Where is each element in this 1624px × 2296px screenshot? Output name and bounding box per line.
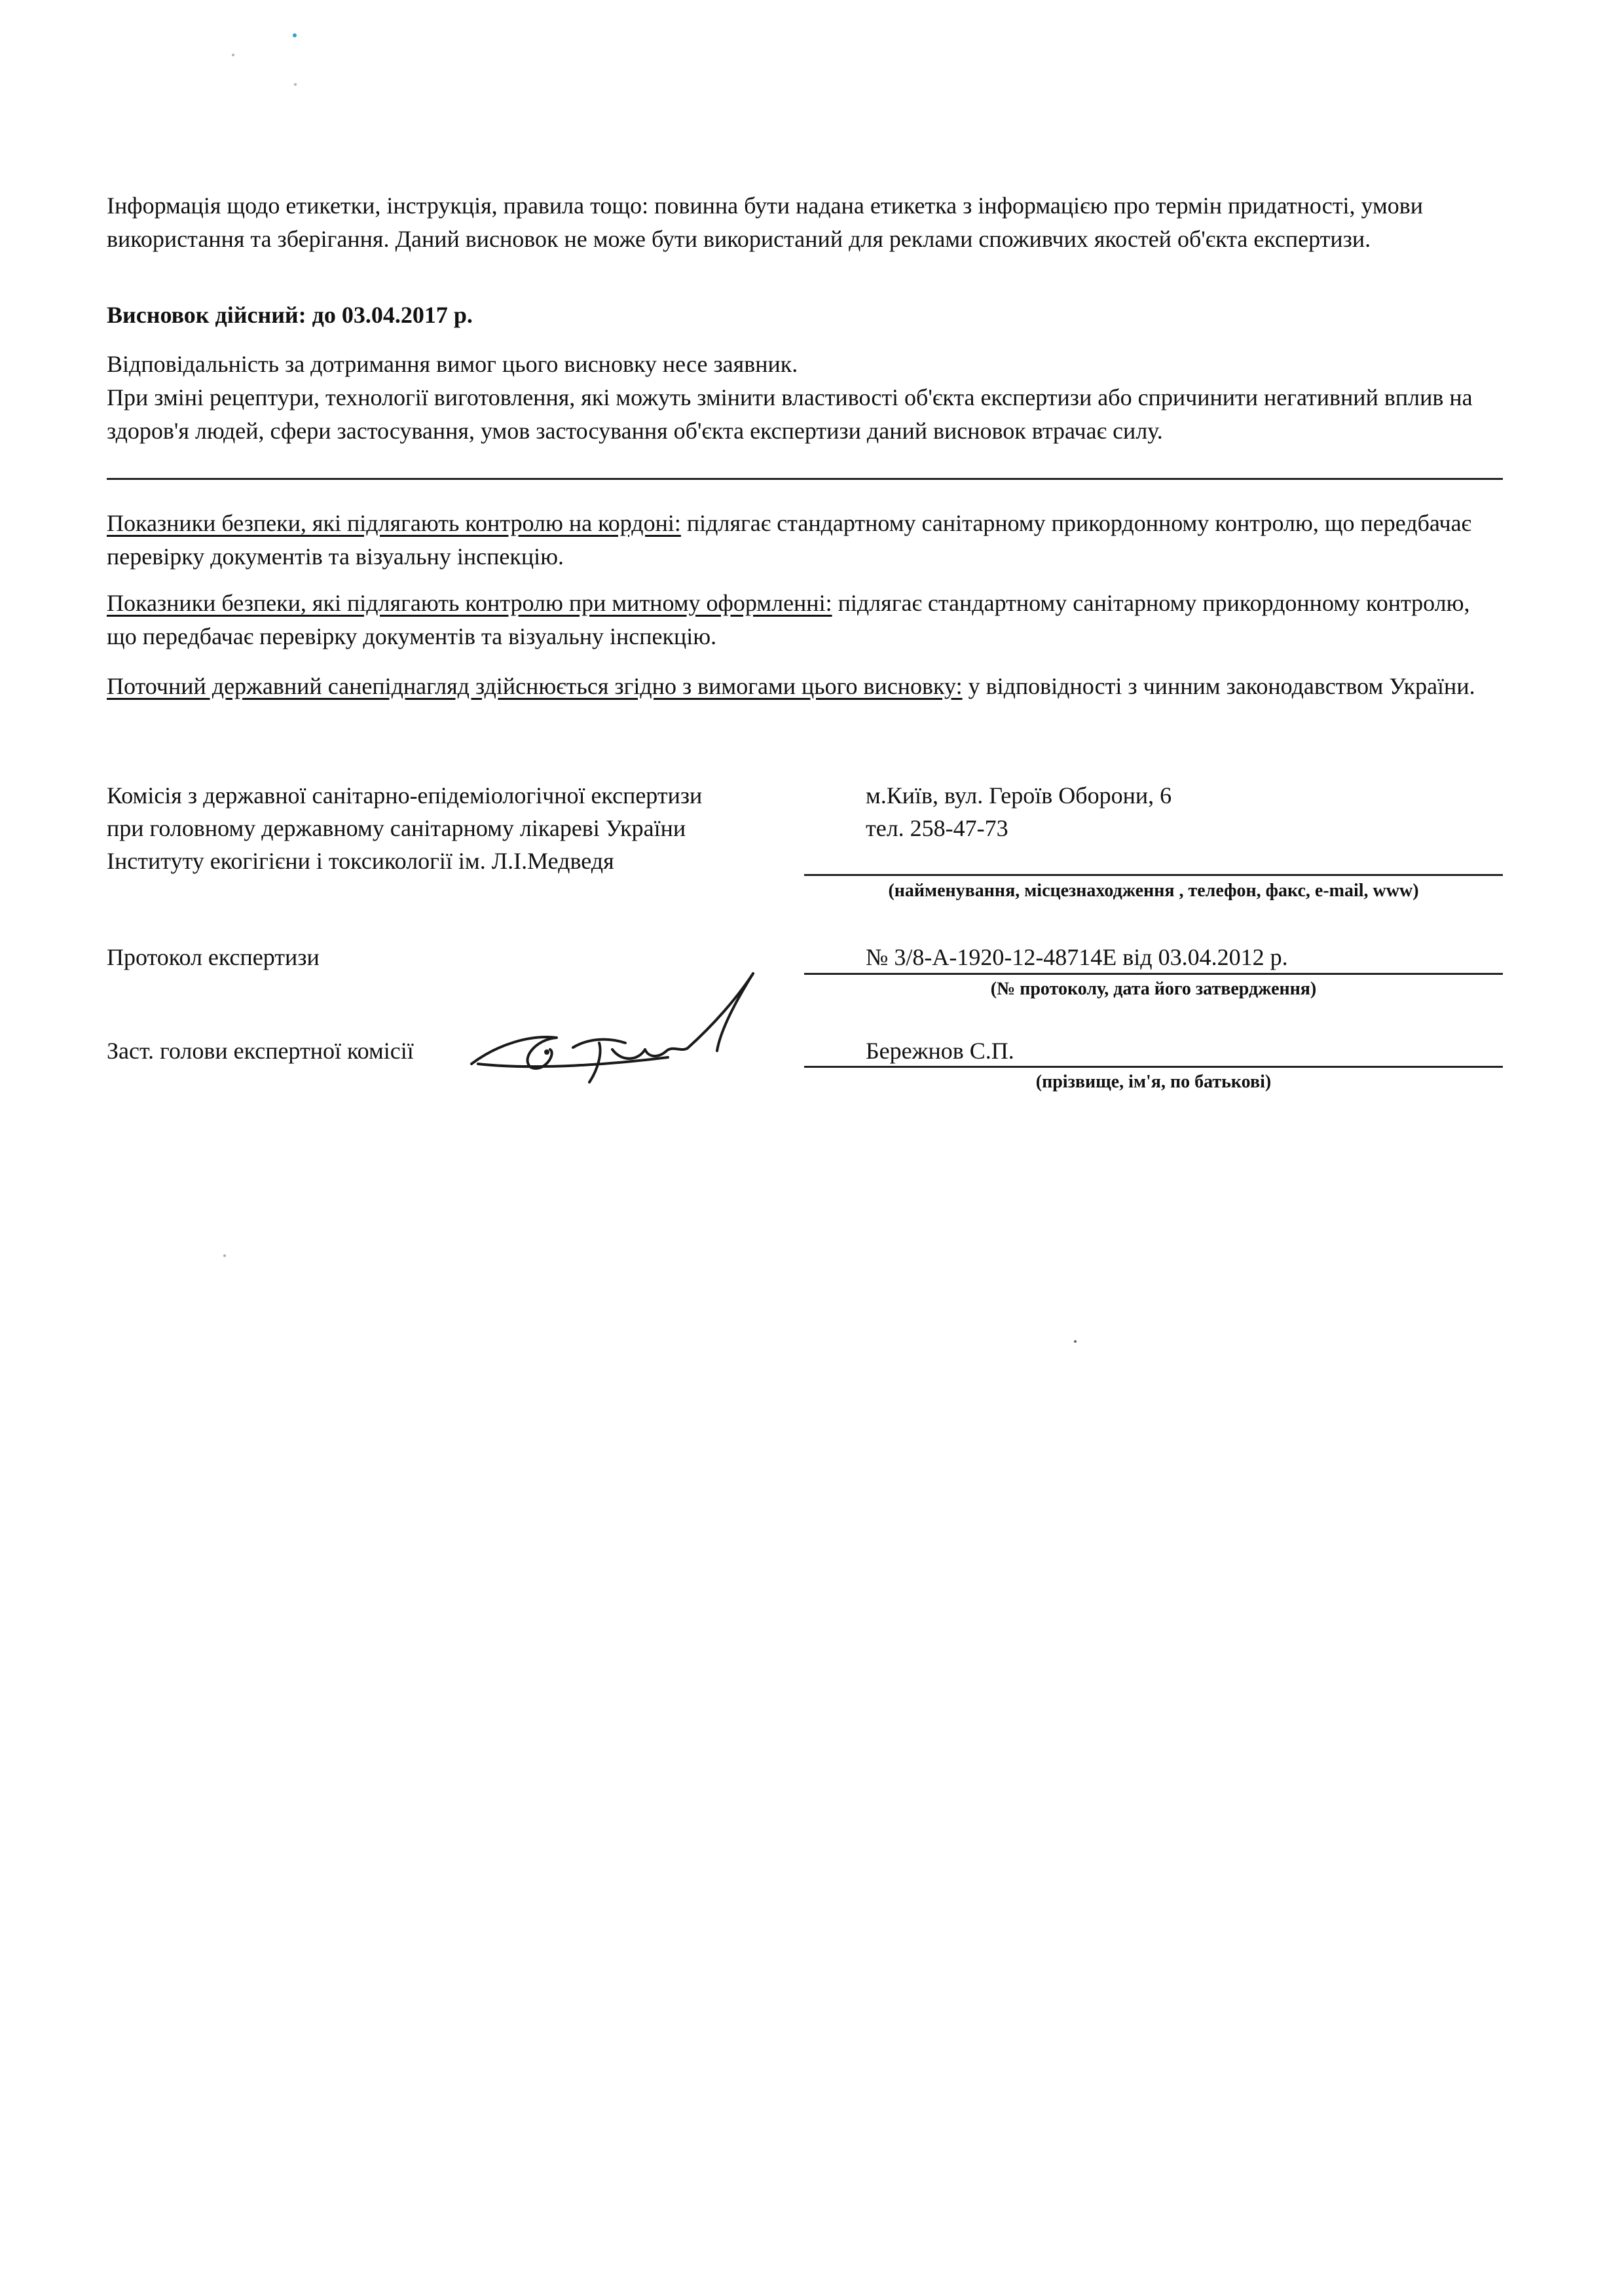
signatory-name: Бережнов С.П. xyxy=(866,1038,1014,1064)
section-divider xyxy=(107,478,1503,480)
scan-speck xyxy=(294,83,297,86)
border-control-paragraph xyxy=(107,507,1502,574)
scan-speck xyxy=(1074,1340,1077,1343)
label-info-heading: Інформація щодо етикетки, інструкція, правила тощо: xyxy=(107,192,649,219)
change-clause-paragraph: При зміні рецептури, технології виготовлення, які можуть змінити властивості об'єкта експертизи або спричинити негативний вплив на здоров'я людей, сфери застосування, умов застосування об'єкта експертизи даний висновок втрачає силу. xyxy=(107,384,1473,444)
protocol-caption: (№ протоколу, дата його затвердження) xyxy=(990,979,1317,999)
protocol-label: Протокол експертизи xyxy=(107,944,320,970)
signatory-caption: (прізвище, ім'я, по батькові) xyxy=(1035,1072,1272,1092)
signatory-underline xyxy=(804,1066,1503,1068)
commission-underline xyxy=(804,874,1503,876)
validity-date: до 03.04.2017 р. xyxy=(312,302,473,328)
validity-line xyxy=(107,299,1502,332)
handwritten-signature xyxy=(458,966,773,1090)
customs-control-text: підлягає стандартному санітарному прикордонному контролю, що передбачає перевірку документів та візуальну інспекцію. xyxy=(107,590,1470,649)
commission-address: м.Київ, вул. Героїв Оборони, 6 xyxy=(866,782,1172,809)
customs-control-label: Показники безпеки, які підлягають контролю при митному оформленні: xyxy=(107,590,832,616)
commission-phone: тел. 258-47-73 xyxy=(866,815,1008,841)
signatory-label: Заст. голови експертної комісії xyxy=(107,1038,414,1064)
responsibility-line: Відповідальність за дотримання вимог цього висновку несе заявник. xyxy=(107,351,798,377)
commission-line-2: при головному державному санітарному лікареві України xyxy=(107,815,686,841)
label-info-paragraph xyxy=(107,189,1502,256)
scan-speck xyxy=(293,33,297,37)
validity-label: Висновок дійсний: xyxy=(107,302,306,328)
scan-speck xyxy=(232,54,234,56)
supervision-paragraph xyxy=(107,670,1502,703)
border-control-text: підлягає стандартному санітарному прикордонному контролю, що передбачає перевірку документів та візуальну інспекцію. xyxy=(107,510,1471,570)
commission-line-3: Інституту екогігієни і токсикології ім. Л.І.Медведя xyxy=(107,848,614,874)
scan-speck xyxy=(223,1254,226,1257)
protocol-number: № 3/8-А-1920-12-48714Е від 03.04.2012 р. xyxy=(866,944,1288,970)
commission-caption: (найменування, місцезнаходження , телефон, факс, e-mail, www) xyxy=(888,881,1419,901)
supervision-text: у відповідності з чинним законодавством України. xyxy=(962,673,1475,699)
border-control-label: Показники безпеки, які підлягають контролю на кордоні: xyxy=(107,510,681,536)
supervision-label: Поточний державний санепіднагляд здійснюється згідно з вимогами цього висновку: xyxy=(107,673,963,699)
protocol-underline xyxy=(804,973,1503,975)
customs-control-paragraph xyxy=(107,587,1502,653)
label-info-text: повинна бути надана етикетка з інформацією про термін придатності, умови використання та зберігання. Даний висновок не може бути використаний для реклами споживчих якостей об'єкта експертизи. xyxy=(107,192,1424,252)
commission-line-1: Комісія з державної санітарно-епідеміологічної експертизи xyxy=(107,782,703,809)
